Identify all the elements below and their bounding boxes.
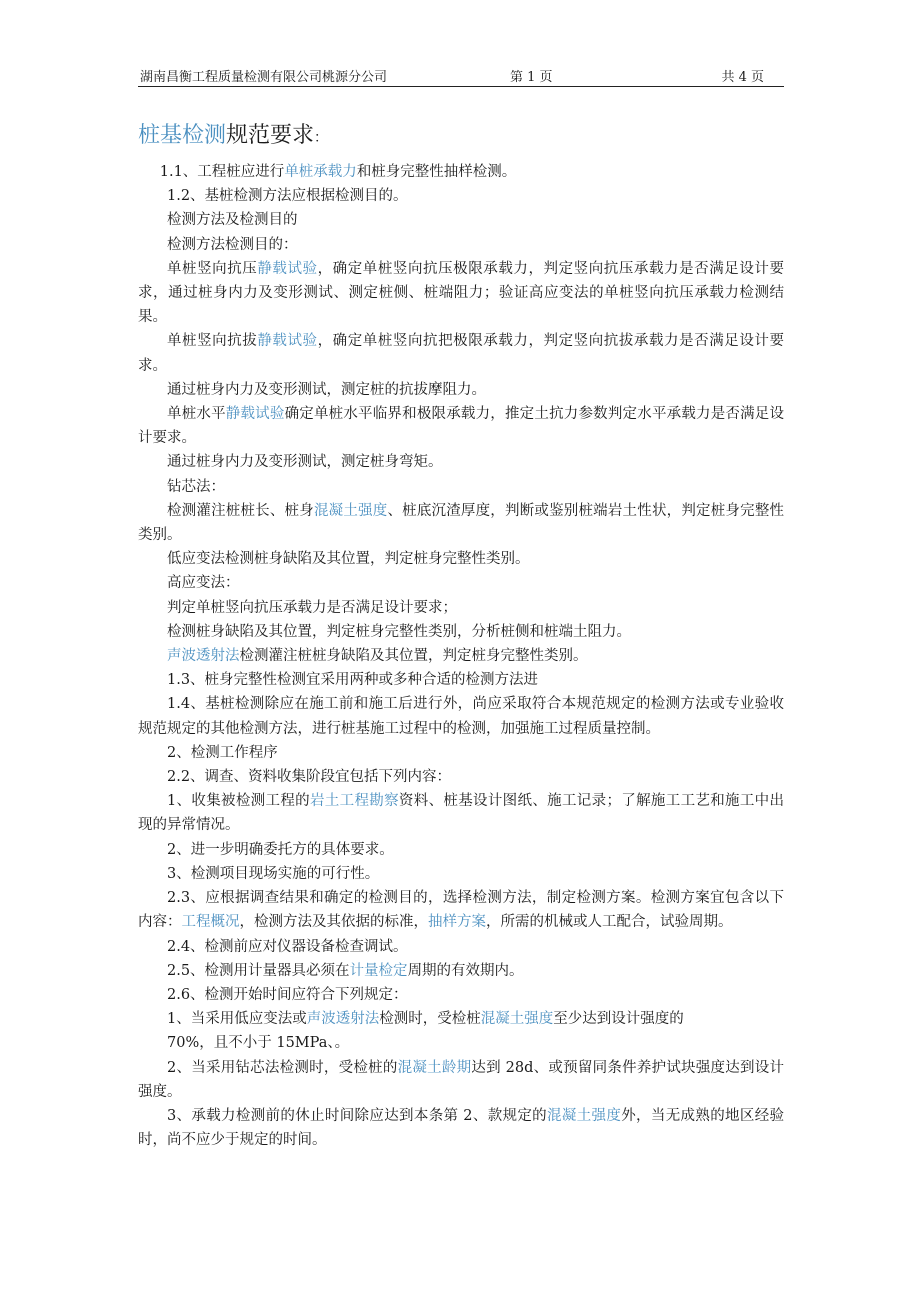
paragraph [138, 741, 784, 765]
paragraph [138, 184, 784, 208]
paragraph-text: 通过桩身内力及变形测试，测定桩的抗拔摩阻力。 [167, 381, 486, 398]
paragraph [138, 765, 784, 789]
inline-link[interactable]: 混凝土强度 [547, 1107, 622, 1124]
paragraph-text: 2.3、应根据调查结果和确定的检测目的，选择检测方法，制定检测方案。检测方案宜包含以下内容： [138, 890, 784, 931]
paragraph [138, 620, 784, 644]
inline-link[interactable]: 混凝土强度 [480, 1011, 554, 1028]
inline-link[interactable]: 岩土工程勘察 [309, 793, 399, 810]
paragraph [138, 499, 784, 547]
paragraph [138, 692, 784, 740]
paragraph-text: 70%，且不小于 15MPa、。 [167, 1035, 350, 1052]
paragraph-text: 3、承载力检测前的休止时间除应达到本条第 2、款规定的 [167, 1107, 548, 1124]
title-text: 规范要求 [226, 123, 315, 148]
paragraph-text: 检测灌注桩桩长、桩身 [167, 502, 314, 519]
paragraph-text: 检测灌注桩桩身缺陷及其位置，判定桩身完整性类别。 [239, 648, 588, 665]
paragraph [138, 378, 784, 402]
paragraph [138, 959, 784, 983]
paragraph [138, 1056, 784, 1104]
paragraph-text: 单桩竖向抗拔 [167, 333, 258, 350]
paragraph [138, 596, 784, 620]
paragraph [138, 475, 784, 499]
paragraph-text: 单桩水平 [167, 406, 226, 423]
paragraph-text: 1、当采用低应变法或 [167, 1011, 307, 1028]
document-body [138, 160, 784, 1152]
paragraph [138, 1031, 784, 1055]
paragraph-text: 2.6、检测开始时间应符合下列规定： [167, 986, 408, 1003]
paragraph [138, 935, 784, 959]
paragraph-text: 至少达到设计强度的 [553, 1011, 684, 1028]
paragraph [138, 208, 784, 232]
paragraph [138, 862, 784, 886]
paragraph-text: 周期的有效期内。 [407, 962, 524, 979]
paragraph-text: 达到 28d、或预留同条件养护试块强度达到设计强度。 [138, 1059, 785, 1100]
paragraph-text: 3、检测项目现场实施的可行性。 [167, 865, 380, 882]
paragraph [138, 1104, 784, 1152]
document-title [138, 118, 328, 149]
inline-link[interactable]: 单桩承载力 [284, 164, 357, 180]
paragraph-text: 1.3、桩身完整性检测宜采用两种或多种合适的检测方法进 [167, 672, 539, 689]
company-name: 湖南昌衡工程质量检测有限公司桃源分公司 [140, 70, 388, 85]
paragraph-text: 2、进一步明确委托方的具体要求。 [167, 841, 394, 858]
paragraph [138, 233, 784, 257]
paragraph-text: 1.2、基桩检测方法应根据检测目的。 [167, 188, 408, 205]
paragraph [138, 571, 784, 595]
inline-link[interactable]: 计量检定 [349, 962, 408, 979]
paragraph-text: 2.2、调查、资料收集阶段宜包括下列内容： [167, 769, 452, 786]
paragraph-text: 确定单桩水平临界和极限承载力，推定土抗力参数判定水平承载力是否满足设计要求。 [138, 406, 784, 447]
paragraph [138, 668, 784, 692]
paragraph-text: ，确定单桩竖向抗把极限承载力，判定竖向抗拔承载力是否满足设计要求。 [138, 333, 784, 374]
paragraph [138, 789, 784, 837]
paragraph [138, 329, 784, 377]
paragraph [138, 838, 784, 862]
inline-link[interactable]: 声波透射法 [167, 648, 240, 665]
page-header [138, 64, 784, 87]
paragraph [138, 644, 784, 668]
paragraph-text: 单桩竖向抗压 [167, 260, 258, 277]
paragraph [138, 160, 784, 184]
paragraph-text: 钻芯法： [167, 478, 225, 495]
paragraph-text: 检测方法及检测目的 [167, 212, 298, 229]
paragraph-text: ，确定单桩竖向抗压极限承载力，判定竖向抗压承载力是否满足设计要求，通过桩身内力及变形测试、测定桩侧、桩端阻力；验证高应变法的单桩竖向抗压承载力检测结果。 [138, 260, 784, 326]
paragraph [138, 886, 784, 934]
paragraph [138, 450, 784, 474]
paragraph-text: 检测时，受检桩 [379, 1011, 481, 1028]
paragraph [138, 257, 784, 330]
paragraph-text: 1、收集被检测工程的 [167, 793, 310, 810]
paragraph-text: 2.5、检测用计量器具必须在 [167, 962, 350, 979]
title-link[interactable]: 桩基检测 [138, 123, 227, 148]
paragraph [138, 402, 784, 450]
total-pages: 共 4 页 [721, 70, 764, 85]
inline-link[interactable]: 静载试验 [257, 260, 318, 277]
paragraph-text: 、桩底沉渣厚度，判断或鉴别桩端岩土性状，判定桩身完整性类别。 [138, 502, 785, 544]
inline-link[interactable]: 静载试验 [225, 406, 285, 423]
paragraph-text: 2.4、检测前应对仪器设备检查调试。 [167, 938, 408, 955]
inline-link[interactable]: 工程概况 [181, 914, 240, 931]
paragraph-text: 高应变法： [167, 575, 240, 592]
title-colon: ： [314, 130, 329, 146]
paragraph-text: 判定单桩竖向抗压承载力是否满足设计要求； [167, 599, 457, 616]
inline-link[interactable]: 静载试验 [257, 333, 318, 350]
paragraph-text: ，所需的机械或人工配合，试验周期。 [486, 914, 733, 931]
inline-link[interactable]: 混凝土龄期 [397, 1059, 472, 1076]
paragraph-text: 资料、桩基设计图纸、施工记录；了解施工工艺和施工中出现的异常情况。 [138, 793, 785, 834]
page-number: 第 1 页 [510, 70, 553, 85]
inline-link[interactable]: 抽样方案 [428, 914, 486, 931]
paragraph [138, 983, 784, 1007]
paragraph-text: 和桩身完整性抽样检测。 [356, 164, 517, 180]
paragraph [138, 547, 784, 571]
paragraph [138, 1007, 784, 1031]
paragraph-text: 2、检测工作程序 [167, 744, 278, 761]
inline-link[interactable]: 声波透射法 [306, 1011, 380, 1028]
paragraph-text: 1.4、基桩检测除应在施工前和施工后进行外，尚应采取符合本规范规定的检测方法或专业验收规范规定的其他检测方法，进行桩基施工过程中的检测，加强施工过程质量控制。 [138, 696, 784, 737]
paragraph-text: 外，当无成熟的地区经验时，尚不应少于规定的时间。 [138, 1107, 785, 1149]
inline-link[interactable]: 混凝土强度 [313, 502, 388, 519]
paragraph-text: 低应变法检测桩身缺陷及其位置，判定桩身完整性类别。 [167, 551, 530, 568]
paragraph-text: 通过桩身内力及变形测试，测定桩身弯矩。 [167, 454, 443, 471]
paragraph-text: 1.1、工程桩应进行 [159, 164, 285, 180]
paragraph-text: 2、当采用钻芯法检测时，受检桩的 [167, 1059, 398, 1076]
paragraph-text: ，检测方法及其依据的标准， [239, 914, 428, 931]
paragraph-text: 检测桩身缺陷及其位置，判定桩身完整性类别，分析桩侧和桩端土阻力。 [167, 623, 631, 640]
paragraph-text: 检测方法检测目的： [167, 236, 298, 253]
